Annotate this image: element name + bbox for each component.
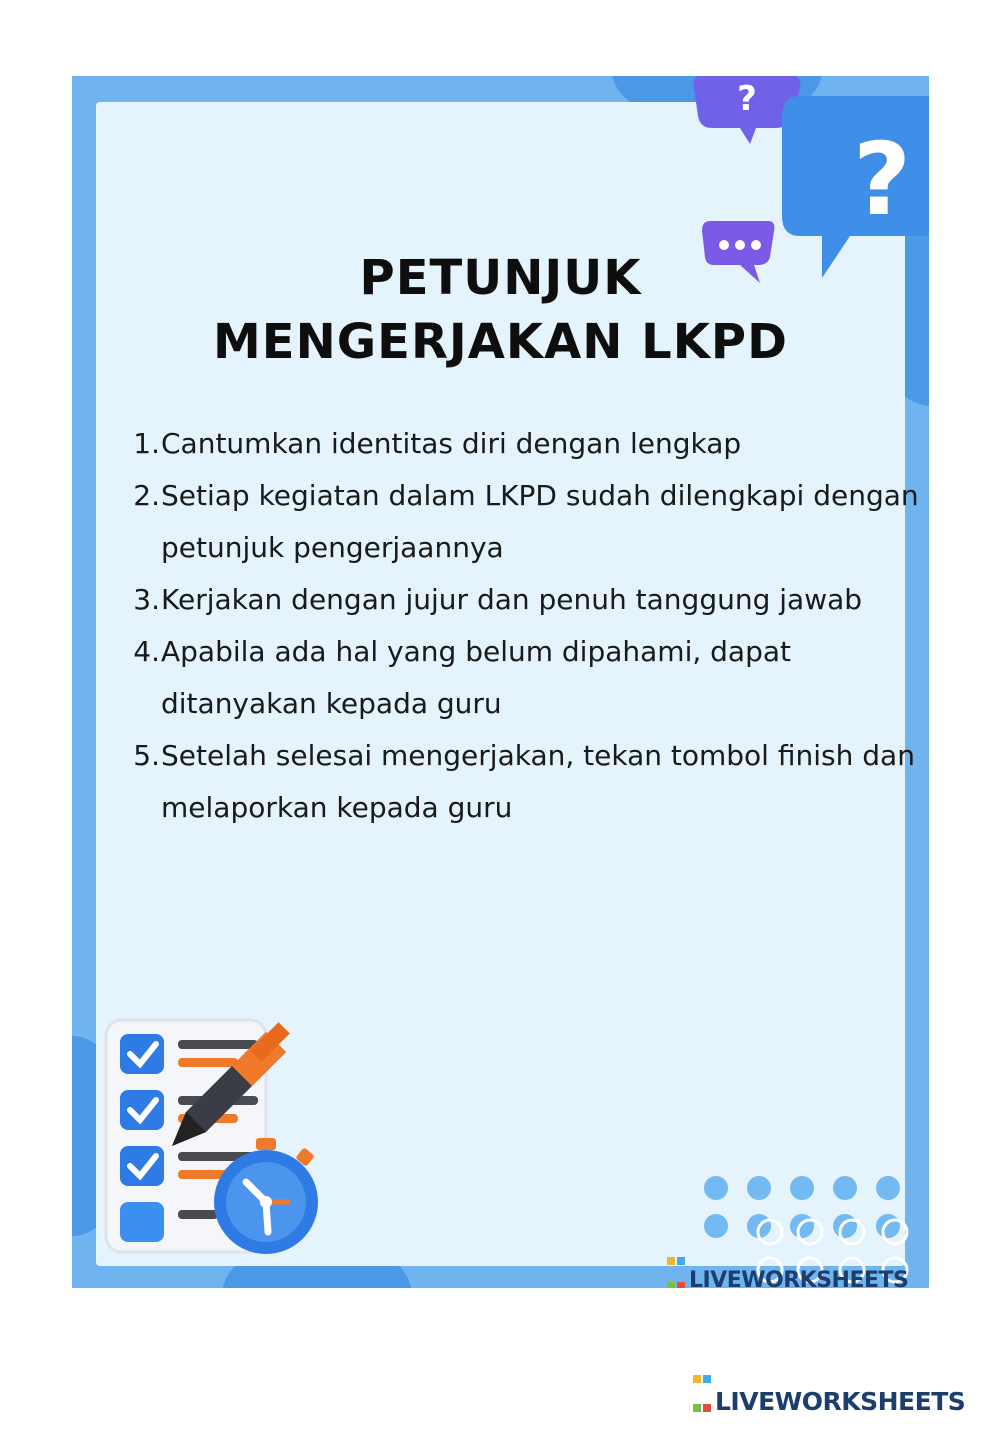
liveworksheets-logo-icon (692, 1374, 712, 1432)
page-watermark-text: LIVEWORKSHEETS (715, 1387, 966, 1416)
item-number: 1. (133, 427, 160, 460)
list-item (130, 730, 920, 834)
list-item (130, 418, 920, 470)
svg-text:?: ? (852, 121, 912, 238)
item-text: Setelah selesai mengerjakan, tekan tombol finish dan melaporkan kepada guru (161, 739, 915, 824)
item-text: Cantumkan identitas diri dengan lengkap (161, 427, 742, 460)
list-item (130, 626, 920, 730)
worksheet-frame (72, 76, 929, 1288)
item-number: 2. (133, 479, 160, 512)
item-text: Setiap kegiatan dalam LKPD sudah dilengkapi dengan petunjuk pengerjaannya (161, 479, 919, 564)
clock-icon (206, 1138, 326, 1256)
instruction-list (130, 418, 920, 834)
page-watermark (692, 1374, 965, 1432)
svg-text:?: ? (737, 79, 757, 119)
pen-icon (162, 1016, 302, 1156)
item-text: Apabila ada hal yang belum dipahami, dapat ditanyakan kepada guru (161, 635, 791, 720)
item-number: 5. (133, 739, 160, 772)
list-item (130, 574, 920, 626)
item-number: 3. (133, 583, 160, 616)
page-title (72, 246, 929, 374)
title-line-2: MENGERJAKAN LKPD (213, 314, 788, 370)
item-text: Kerjakan dengan jujur dan penuh tanggung jawab (161, 583, 863, 616)
item-number: 4. (133, 635, 160, 668)
inner-watermark (666, 1256, 908, 1288)
list-item (130, 470, 920, 574)
liveworksheets-logo-icon (666, 1256, 686, 1288)
title-line-1: PETUNJUK (359, 250, 642, 306)
inner-watermark-text: LIVEWORKSHEETS (689, 1268, 909, 1288)
